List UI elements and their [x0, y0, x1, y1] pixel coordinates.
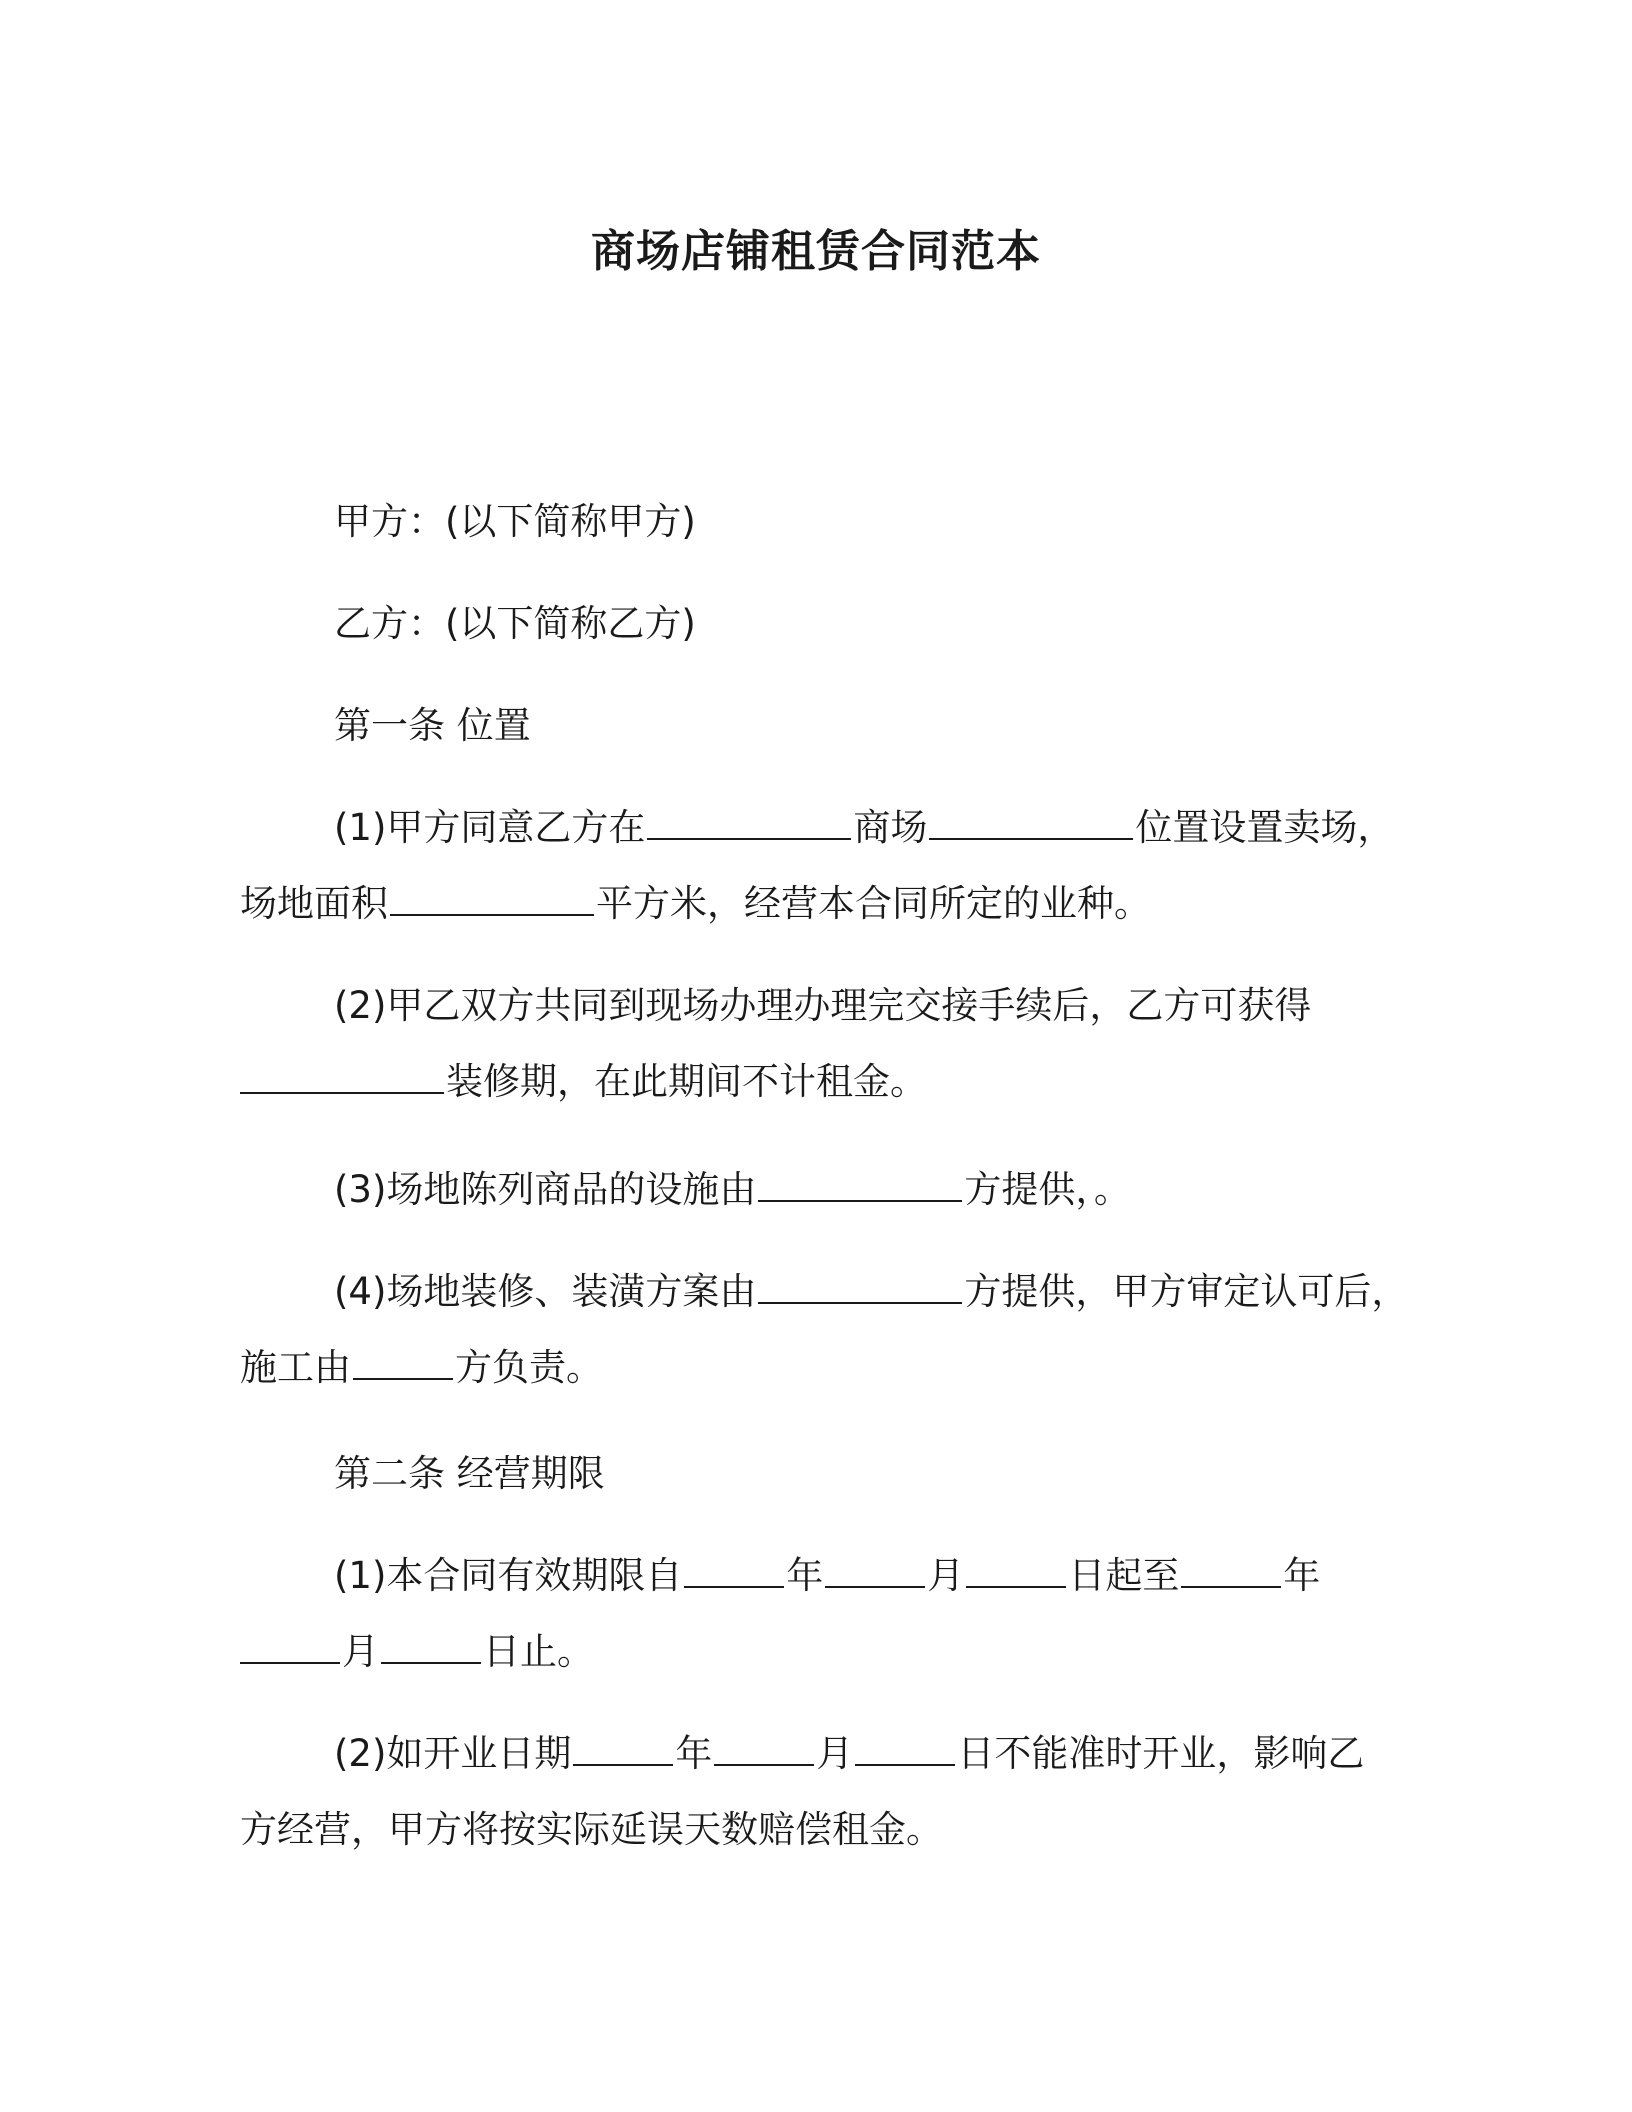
- text-segment: 位置设置卖场，: [1135, 806, 1395, 849]
- article-1-item-2-line-2: [240, 1044, 1400, 1120]
- text-segment: (1)本合同有效期限自: [334, 1554, 683, 1597]
- blank-field: [758, 1170, 962, 1202]
- text-segment: 日不能准时开业，影响乙: [957, 1732, 1365, 1775]
- text-segment: 平方米，经营本合同所定的业种。: [596, 882, 1151, 925]
- blank-field: [573, 1734, 673, 1766]
- party-b-line: [240, 586, 1400, 662]
- text-segment: 方提供，。: [964, 1168, 1131, 1211]
- text-segment: 年: [1283, 1554, 1321, 1597]
- party-a-text: 甲方：(以下简称甲方): [334, 500, 696, 543]
- article-2-heading: [240, 1436, 1400, 1512]
- blank-field: [714, 1734, 814, 1766]
- blank-field: [1181, 1556, 1281, 1588]
- blank-field: [240, 1062, 444, 1094]
- article-1-item-3-line-1: [240, 1152, 1400, 1228]
- blank-field: [390, 884, 594, 916]
- text-segment: 场地面积: [240, 882, 388, 925]
- article-1-item-1: [240, 790, 1400, 942]
- document-title: 商场店铺租赁合同范本: [591, 226, 1041, 277]
- article-2-item-1-line-2: [240, 1614, 1400, 1690]
- blank-field: [647, 808, 851, 840]
- article-1-heading-text: 第一条 位置: [334, 704, 531, 747]
- article-2-item-2-line-2: 方经营，甲方将按实际延误天数赔偿租金。: [240, 1808, 943, 1851]
- text-segment: 月: [816, 1732, 854, 1775]
- party-a-line: [240, 484, 1400, 560]
- article-2-heading-text: 第二条 经营期限: [334, 1452, 605, 1495]
- text-segment: 商场: [853, 806, 928, 849]
- article-1-item-4: [240, 1254, 1409, 1406]
- article-1-item-2: [240, 968, 1400, 1120]
- text-segment: 年: [675, 1732, 713, 1775]
- text-segment: 施工由: [240, 1346, 351, 1389]
- blank-field: [758, 1272, 962, 1304]
- blank-field: [684, 1556, 784, 1588]
- blank-field: [353, 1348, 453, 1380]
- text-segment: 月: [927, 1554, 965, 1597]
- text-segment: (3)场地陈列商品的设施由: [334, 1168, 757, 1211]
- text-segment: (1)甲方同意乙方在: [334, 806, 646, 849]
- text-segment: 方提供，甲方审定认可后，: [964, 1270, 1409, 1313]
- blank-field: [825, 1556, 925, 1588]
- article-1-item-3: [240, 1152, 1400, 1228]
- blank-field: [929, 808, 1133, 840]
- article-2-item-1: [240, 1538, 1400, 1690]
- text-segment: (4)场地装修、装潢方案由: [334, 1270, 757, 1313]
- blank-field: [966, 1556, 1066, 1588]
- text-segment: 月: [342, 1630, 379, 1673]
- article-2-item-1-line-1: [240, 1538, 1400, 1614]
- text-segment: 方负责。: [455, 1346, 603, 1389]
- article-1-item-4-line-2: [240, 1330, 1400, 1406]
- article-1-heading: [240, 688, 1400, 764]
- article-1-item-1-line-2: [240, 866, 1400, 942]
- blank-field: [855, 1734, 955, 1766]
- text-segment: 日止。: [483, 1630, 594, 1673]
- article-2-item-2-line-1: [240, 1716, 1400, 1792]
- party-b-text: 乙方：(以下简称乙方): [334, 602, 696, 645]
- blank-field: [240, 1632, 340, 1664]
- text-segment: 年: [786, 1554, 824, 1597]
- article-1-item-2-line-1: (2)甲乙双方共同到现场办理办理完交接手续后，乙方可获得: [334, 984, 1312, 1027]
- article-2-item-2: [240, 1716, 1400, 1868]
- text-segment: 日起至: [1068, 1554, 1180, 1597]
- article-1-item-4-line-1: [240, 1254, 1409, 1330]
- text-segment: 装修期，在此期间不计租金。: [446, 1060, 927, 1103]
- text-segment: (2)如开业日期: [334, 1732, 572, 1775]
- article-1-item-1-line-1: [240, 790, 1400, 866]
- blank-field: [381, 1632, 481, 1664]
